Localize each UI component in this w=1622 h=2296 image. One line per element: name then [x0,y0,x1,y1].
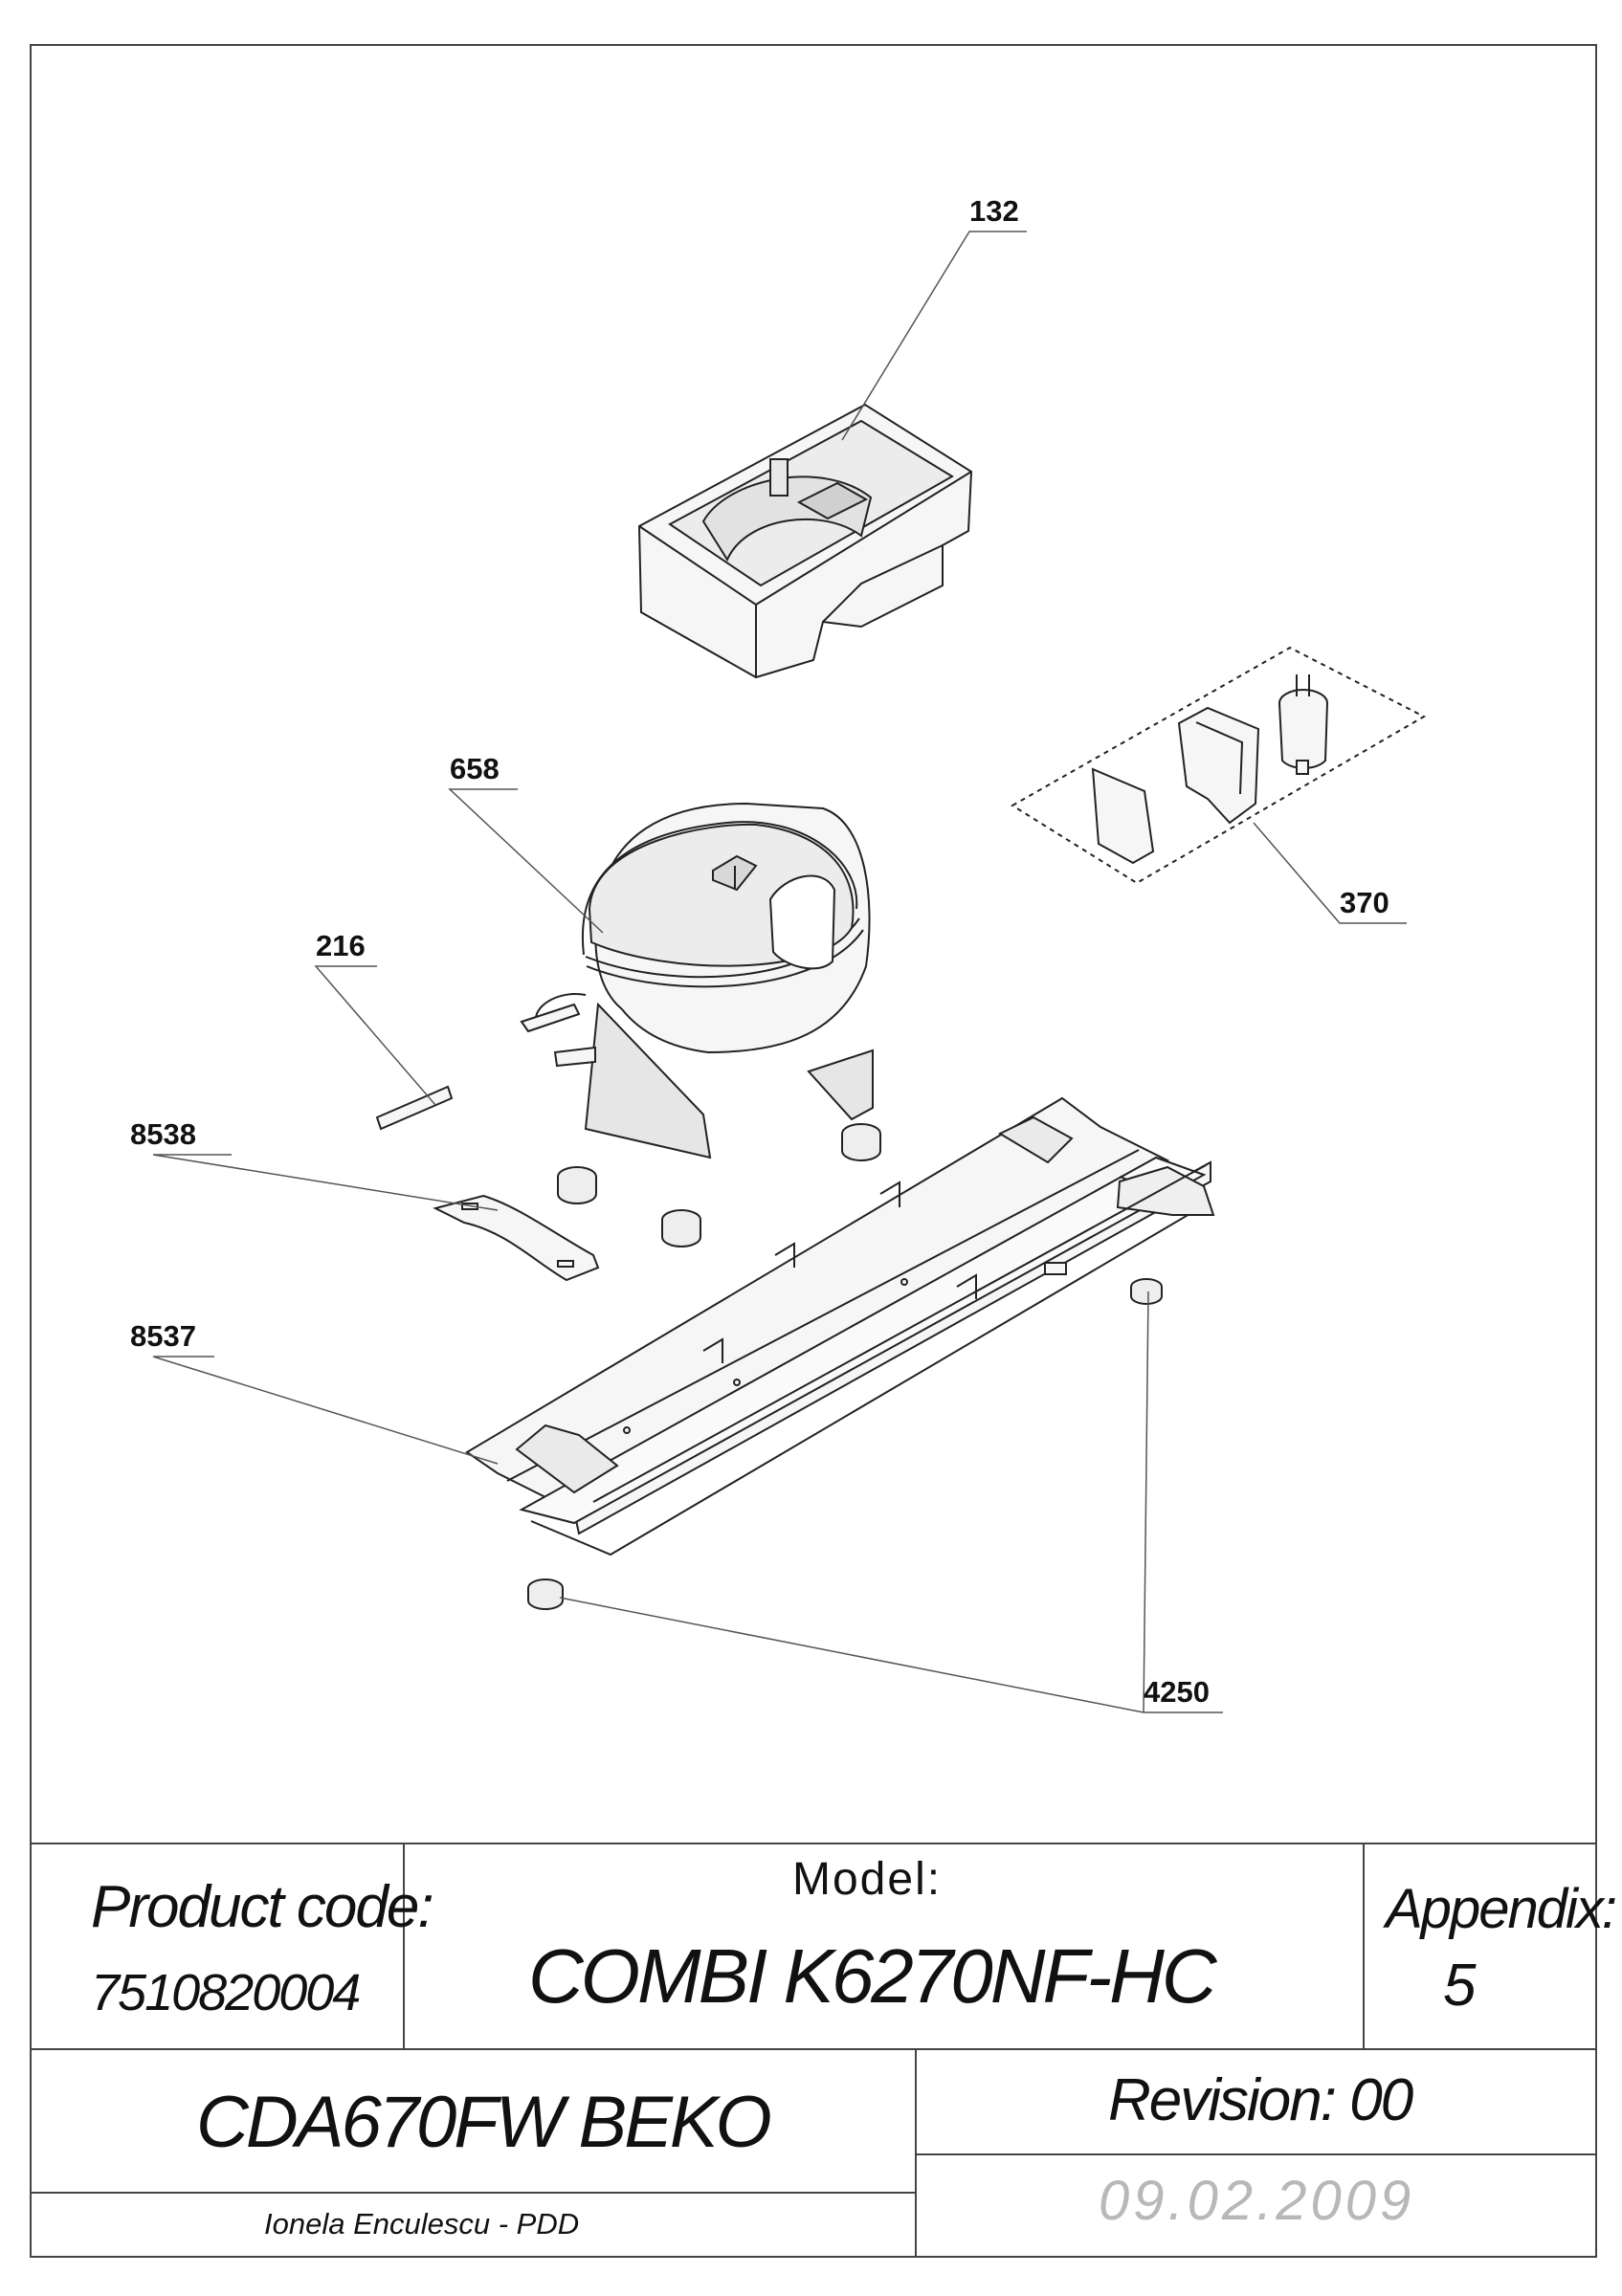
callout-658: 658 [450,752,500,785]
part-8538-clip [435,1196,598,1280]
callout-4250: 4250 [1144,1675,1210,1709]
model-value: COMBI K6270NF-HC [528,1933,1214,2019]
appendix-label: Appendix: [1386,1878,1615,1940]
appendix-value: 5 [1443,1953,1477,2019]
part-658-compressor [522,804,873,1158]
callout-370: 370 [1340,886,1389,919]
product-code-value: 7510820004 [91,1964,360,2021]
callout-216: 216 [316,929,366,962]
author: Ionela Enculescu - PDD [264,2207,580,2241]
model-label: Model: [792,1854,943,1905]
part-132-drip-tray [639,405,971,677]
grommets [558,1124,880,1247]
part-370-relay-kit [1012,648,1424,883]
product-code-label: Product code: [91,1874,433,1940]
callout-8538: 8538 [130,1117,196,1151]
revision-label: Revision: 00 [1108,2067,1412,2133]
callout-8537: 8537 [130,1319,196,1353]
part-216-pin [377,1087,452,1129]
callout-132: 132 [969,194,1019,228]
date: 09.02.2009 [1099,2170,1415,2232]
product-name: CDA670FW BEKO [196,2082,769,2163]
